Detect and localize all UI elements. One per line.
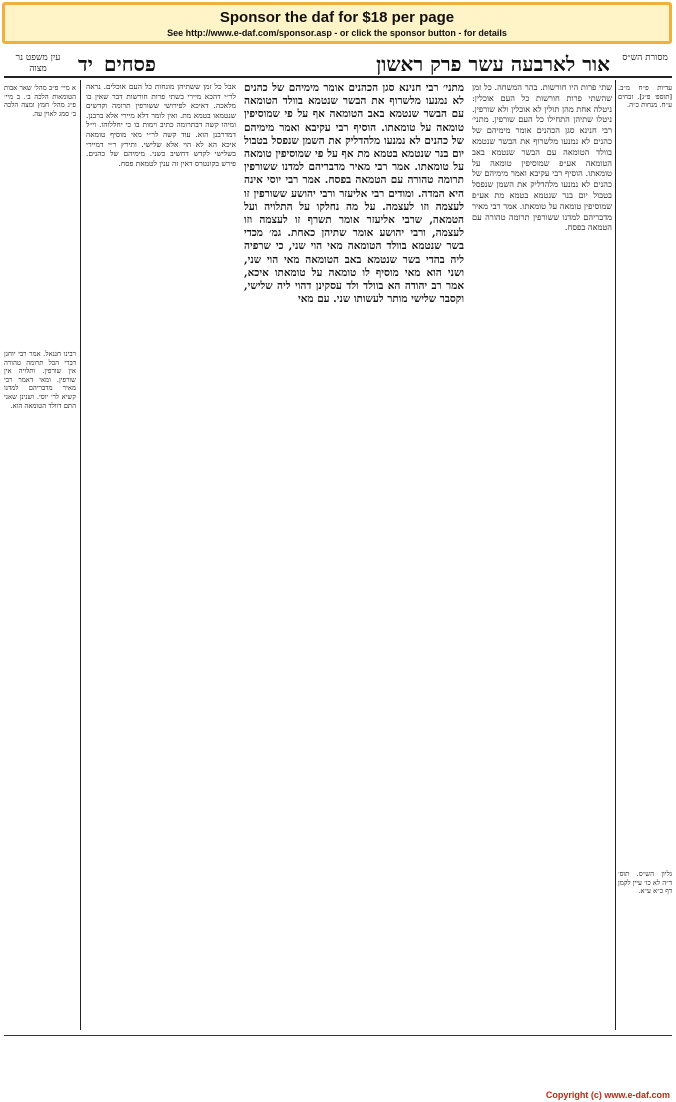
rashi-commentary: שתי פרות היו חורשות. בהר המשחה. כל זמן שהשתי פרות חורשות כל העם אוכלין: ניטלה אחת מהן תולין לא אוכלין ולא שורפין. ניטלו שתיהן התחילו כל העם שורפין. מתני׳ רבי חנינא סגן הכהנים אומר מימיהם של כהנים לא נמנעו מלשרוף את הבשר שנטמא בוולד הטומאה עם הבשר שנטמא באב הטומאה אע״פ שמוסיפין טומאה על טומאתו. הוסיף רבי עקיבא ואמר מימיהם של כהנים לא נמנעו מלהדליק את השמן שנפסל בטבול יום בנר שנטמא בטמא מת אע״פ שמוסיפין טומאה על טומאתו. אמר רבי מאיר מדבריהם למדנו ששורפין תרומה טהורה עם הטמאה בפסח. [472,82,612,233]
ein-mishpat-heading: עין משפט נר מצוה [15,53,61,74]
page-header [4,50,672,78]
talmud-page [4,50,672,1080]
rabbenu-chananel: רבינו חננאל. אמר רבי יוחנן דברי הכל תרומה טהורה אין שורפין. ותלויה אין שורפין. ומאי דאמר רבי מאיר מדבריהם למדנו קשיא לר׳ יוסי. ושנינן שאני התם דוולד הטומאה הוא. [4,350,76,410]
ein-mishpat-margin: א מיי׳ פ״ב מהל׳ שאר אבות הטומאות הלכה ב׳. ב מיי׳ פ״ג מהל׳ חמץ ומצה הלכה ב׳ סמג לאוין עה. [4,84,76,118]
mesoret-heading: מסורת הש״ס [622,53,668,63]
column-divider [80,80,81,1030]
copyright-notice[interactable]: Copyright (c) www.e-daf.com [545,1090,670,1100]
footer-rule [4,1035,672,1036]
sponsor-subtitle[interactable]: See http://www.e-daf.com/sponsor.asp - or click the sponsor button - for details [167,28,507,38]
gemara-text: מתני׳ רבי חנינא סגן הכהנים אומר מימיהם של כהנים לא נמנעו מלשרוף את הבשר שנטמא בוולד הטומאה עם הבשר שנטמא באב הטומאה אף על פי שמוסיפין טומאה על טומאתו. הוסיף רבי עקיבא ואמר מימיהם של כהנים לא נמנעו מלהדליק את השמן שנפסל בטבול יום בנר שנטמא בטמא מת אף על פי שמוסיפין טומאה על טומאתו. אמר רבי מאיר מדבריהם למדנו ששורפין תרומה טהורה עם הטמאה בפסח. אמר רבי יוסי אינה היא המדה. ומודים רבי אליעזר ורבי יהושע ששורפין זו לעצמה וזו לעצמה. על מה נחלקו על התלויה ועל הטמאה, שרבי אליעזר אומר תשרף זו לעצמה וזו לעצמה, ורבי יהושע אומר שתיהן כאחת. גמ׳ מכדי בשר שנטמא בוולד הטומאה מאי הוי שני, כי שרפיה ליה בהדי בשר שנטמא באב הטומאה מאי הוי שני, ושני הוא מאי מוסיף לו טומאה על טומאתו איכא, אמר רב יהודה הא בוולד ולד עסקינן דהוי ליה שלישי, וקסבר שלישי מותר לעשותו שני. עם מאי [244,82,464,306]
tractate-title: פסחים [104,52,156,76]
mesoret-hashas-margin: עדיות פ״ח מ״ב. [תוספ׳ פ״ג]. זבחים ע״ח. מנחות כ״ה. [618,84,672,110]
daf-number: יד [78,52,93,76]
chapter-title: אור לארבעה עשר פרק ראשון [376,52,610,76]
gilyon-hashas: גליון הש״ס. תוס׳ ד״ה לא כו׳ עיין לקמן דף כ״א ע״א. [618,870,672,896]
sponsor-title[interactable]: Sponsor the daf for $18 per page [219,9,455,26]
tosafot-commentary: אבל כל זמן ששתיהן מונחות כל העם אוכלים. נראה לר״י דהכא מיירי בשתי פרות חורשות דבר שאין בו מלאכה. דאיכא לפירושי ששורפין תרומה וקדשים שנטמאו בטמא מת. ואין לומר דלא מיירי אלא ברבנן. ומיהו קשה דבתרומה כתיב וימות בו כי יחללוהו. וי״ל דמדרבנן הוא. עוד קשה לר״י מאי מוסיף טומאה איכא הא לא הוי אלא שלישי. ותירץ ר״י דמיירי בשלישי לקדש דחשיב כשני. מימיהם של כהנים. פירש בקונטרס דאין זה ענין לטמאת פסח. [86,82,236,168]
sponsor-banner[interactable] [2,2,672,44]
column-divider [615,80,616,1030]
